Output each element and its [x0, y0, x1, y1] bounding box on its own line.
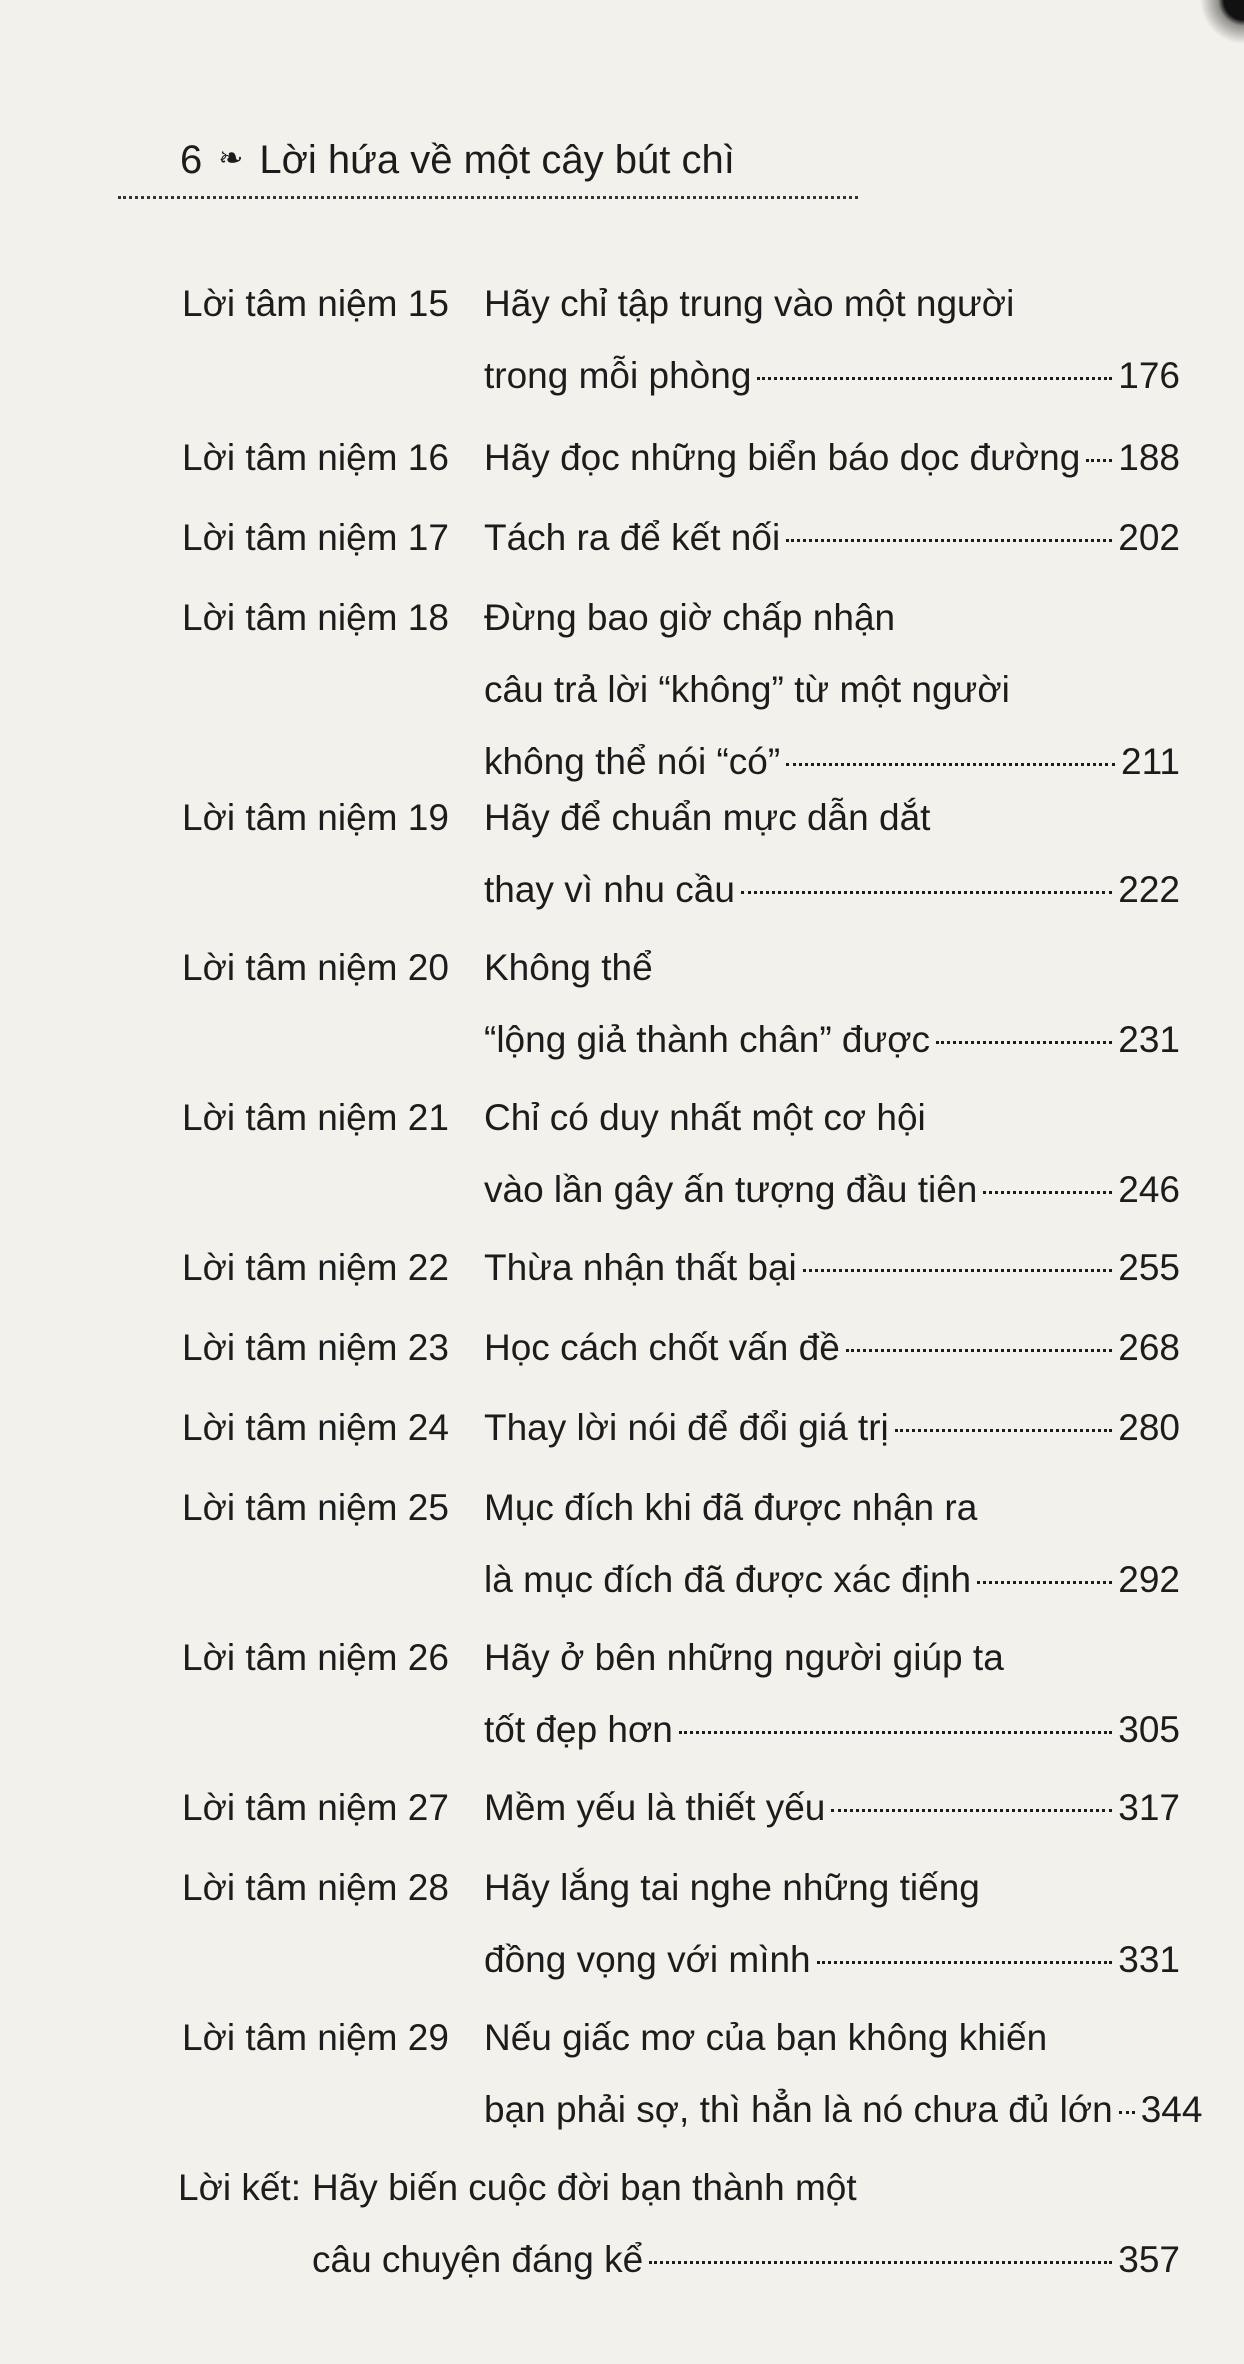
- dot-leader: [936, 1041, 1112, 1044]
- page-ref: 317: [1118, 1787, 1180, 1828]
- dot-leader: [679, 1731, 1112, 1734]
- page-ref: 357: [1118, 2239, 1180, 2280]
- dot-leader: [1086, 459, 1112, 462]
- entry-label: Lời tâm niệm 28: [182, 1867, 449, 1908]
- entry-label: Lời tâm niệm 21: [182, 1097, 449, 1138]
- dot-leader: [895, 1429, 1113, 1432]
- dot-leader: [649, 2261, 1112, 2264]
- entry-title-line: tốt đẹp hơn: [484, 1709, 673, 1750]
- page-ref: 222: [1118, 869, 1180, 910]
- entry-title-line: trong mỗi phòng: [484, 355, 752, 396]
- dot-leader: [786, 539, 1112, 542]
- page-ref: 188: [1118, 437, 1180, 478]
- dot-leader: [831, 1809, 1112, 1812]
- entry-label: Lời tâm niệm 27: [182, 1787, 449, 1828]
- entry-label: Lời tâm niệm 29: [182, 2017, 449, 2058]
- dot-leader: [803, 1269, 1113, 1272]
- entry-title-line: vào lần gây ấn tượng đầu tiên: [484, 1169, 978, 1210]
- toc-entry: [0, 1852, 1244, 1996]
- running-header: [180, 138, 735, 183]
- dot-leader: [846, 1349, 1112, 1352]
- toc-entry: [0, 782, 1244, 926]
- entry-title-line: Hãy đọc những biển báo dọc đường: [484, 437, 1081, 478]
- entry-title-line: là mục đích đã được xác định: [484, 1559, 972, 1600]
- entry-title-line: Mềm yếu là thiết yếu: [484, 1787, 826, 1828]
- dot-leader: [757, 377, 1112, 380]
- dot-leader: [786, 763, 1115, 766]
- toc-entry: [0, 1082, 1244, 1226]
- page-ref: 231: [1118, 1019, 1180, 1060]
- entry-title-line: “lộng giả thành chân” được: [484, 1019, 931, 1060]
- page-ref: 268: [1118, 1327, 1180, 1368]
- entry-title-line: Hãy để chuẩn mực dẫn dắt: [484, 797, 931, 838]
- dot-leader: [741, 891, 1112, 894]
- entry-title-line: Hãy lắng tai nghe những tiếng: [484, 1867, 980, 1908]
- entry-title-line: Học cách chốt vấn đề: [484, 1327, 840, 1368]
- entry-label: Lời tâm niệm 19: [182, 797, 449, 838]
- entry-title-line: Hãy biến cuộc đời bạn thành một: [312, 2167, 857, 2208]
- page-ref: 246: [1118, 1169, 1180, 1210]
- toc-entry: [0, 502, 1244, 574]
- header-divider: [118, 196, 858, 199]
- dot-leader: [1119, 2111, 1135, 2114]
- entry-title-line: thay vì nhu cầu: [484, 869, 735, 910]
- dot-leader: [977, 1581, 1112, 1584]
- toc-entry: [0, 1622, 1244, 1766]
- entry-title-line: câu trả lời “không” từ một người: [484, 669, 1010, 710]
- toc-entry: [0, 1772, 1244, 1844]
- toc-entry: [0, 422, 1244, 494]
- entry-title-line: câu chuyện đáng kể: [312, 2239, 644, 2280]
- page-ref: 292: [1118, 1559, 1180, 1600]
- entry-title-line: Thay lời nói để đổi giá trị: [484, 1407, 889, 1448]
- entry-title-line: đồng vọng với mình: [484, 1939, 811, 1980]
- entry-title-line: Thừa nhận thất bại: [484, 1247, 797, 1288]
- entry-title-line: Mục đích khi đã được nhận ra: [484, 1487, 978, 1528]
- entry-title-line: Tách ra để kết nối: [484, 517, 781, 558]
- toc-entry: [0, 1312, 1244, 1384]
- toc-entry: [0, 2002, 1244, 2146]
- page-ref: 305: [1118, 1709, 1180, 1750]
- book-title: Lời hứa về một cây bút chì: [259, 138, 735, 182]
- entry-title-line: Hãy chỉ tập trung vào một người: [484, 283, 1015, 324]
- entry-label: Lời tâm niệm 17: [182, 517, 449, 558]
- page-ref: 211: [1121, 741, 1180, 782]
- toc-entry: [0, 1232, 1244, 1304]
- entry-label: Lời tâm niệm 25: [182, 1487, 449, 1528]
- page-ref: 176: [1118, 355, 1180, 396]
- entry-label: Lời tâm niệm 20: [182, 947, 449, 988]
- toc-entry: [0, 268, 1244, 412]
- dot-leader: [983, 1191, 1112, 1194]
- toc-entry: [0, 932, 1244, 1076]
- page-ref: 202: [1118, 517, 1180, 558]
- entry-title-line: Hãy ở bên những người giúp ta: [484, 1637, 1004, 1678]
- toc-entry: [0, 1472, 1244, 1616]
- page-ref: 280: [1118, 1407, 1180, 1448]
- page-ref: 331: [1118, 1939, 1180, 1980]
- toc-entry: [0, 1392, 1244, 1464]
- entry-label: Lời kết:: [178, 2167, 301, 2208]
- toc-entry: [0, 2152, 1244, 2296]
- ornament-icon: ❧: [218, 142, 244, 175]
- dot-leader: [817, 1961, 1113, 1964]
- entry-title-line: Không thể: [484, 947, 653, 988]
- entry-label: Lời tâm niệm 22: [182, 1247, 449, 1288]
- entry-label: Lời tâm niệm 23: [182, 1327, 449, 1368]
- entry-title-line: không thể nói “có”: [484, 741, 781, 782]
- entry-label: Lời tâm niệm 16: [182, 437, 449, 478]
- entry-title-line: Đừng bao giờ chấp nhận: [484, 597, 896, 638]
- entry-title-line: Nếu giấc mơ của bạn không khiến: [484, 2017, 1048, 2058]
- entry-label: Lời tâm niệm 24: [182, 1407, 449, 1448]
- entry-label: Lời tâm niệm 15: [182, 283, 449, 324]
- entry-label: Lời tâm niệm 18: [182, 597, 449, 638]
- page-ref: 255: [1118, 1247, 1180, 1288]
- entry-label: Lời tâm niệm 26: [182, 1637, 449, 1678]
- toc-entry: [0, 582, 1244, 798]
- page-ref: 344: [1140, 2089, 1203, 2130]
- entry-title-line: Chỉ có duy nhất một cơ hội: [484, 1097, 926, 1138]
- page-corner-shadow: [1184, 0, 1244, 60]
- entry-title-line: bạn phải sợ, thì hẳn là nó chưa đủ lớn: [484, 2089, 1113, 2130]
- page-number: 6: [180, 138, 203, 182]
